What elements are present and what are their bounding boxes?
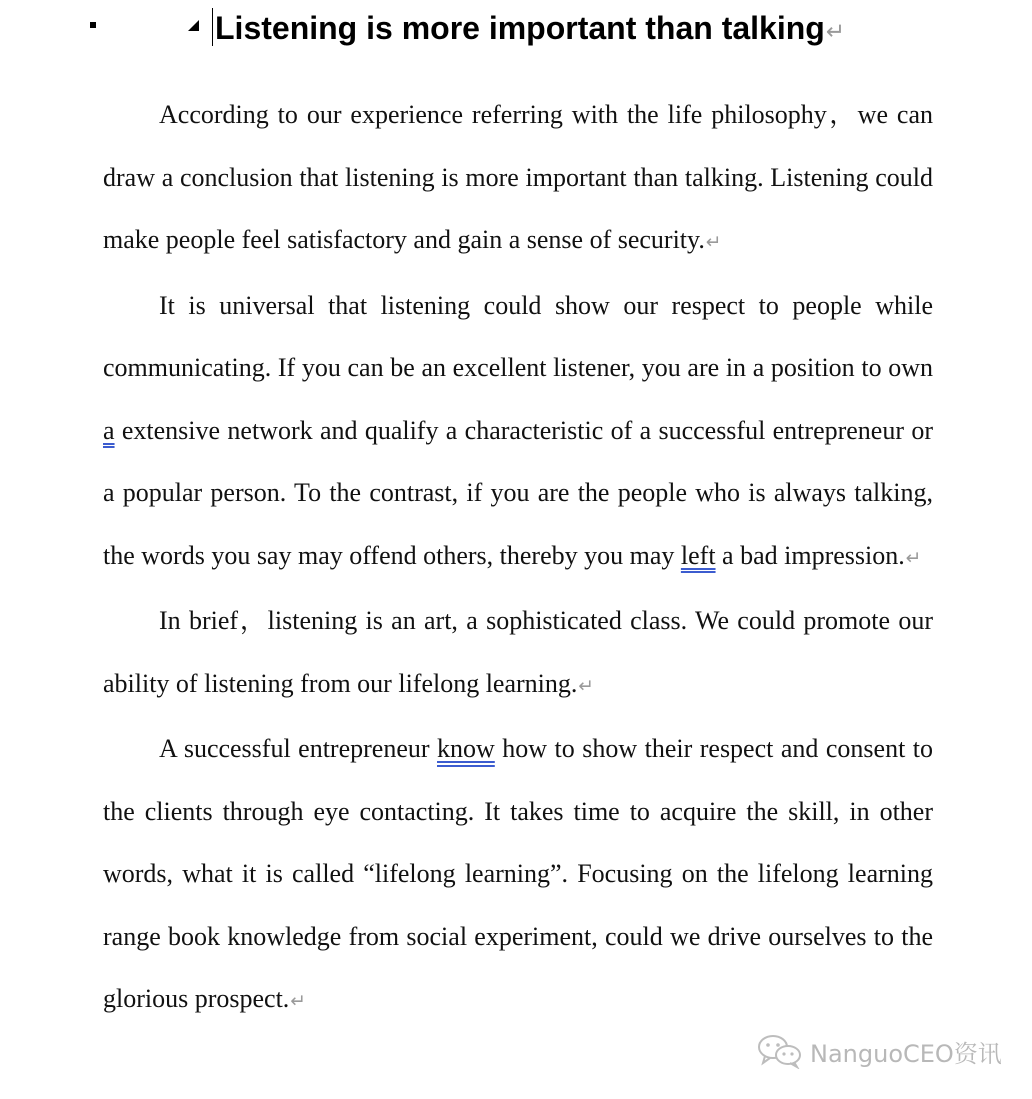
paragraph-2-text-part-3[interactable]: a bad impression. <box>715 540 905 570</box>
paragraph-3-text[interactable]: In brief，listening is an art, a sophisticated class. We could promote our ability of listening from our lifelong learning. <box>103 606 933 698</box>
paragraph-mark-icon: ↵ <box>825 19 846 45</box>
paragraph-mark-icon: ↵ <box>905 547 922 569</box>
paragraph-3[interactable] <box>103 590 933 718</box>
paragraph-1-text[interactable]: According to our experience referring with the life philosophy，we can draw a conclusion that listening is more important than talking. Listening could make people feel satisfactory and gain a sense of security. <box>103 100 933 254</box>
document-title-text[interactable]: Listening is more important than talking <box>215 10 825 46</box>
grammar-flag-word[interactable]: know <box>437 734 495 763</box>
paragraph-4-text-part-1[interactable]: A successful entrepreneur <box>159 734 438 763</box>
paragraph-bullet-icon <box>90 22 96 28</box>
paragraph-2-text-part-2[interactable]: extensive network and qualify a characteristic of a successful entrepreneur or a popular person. To the contrast, if you are the people who is always talking, the words you say may offend others, thereby you may <box>103 415 933 570</box>
watermark <box>756 1033 1002 1069</box>
paragraph-mark-icon: ↵ <box>290 991 306 1012</box>
document-title[interactable] <box>215 6 845 50</box>
paragraph-mark-icon: ↵ <box>578 675 595 697</box>
wechat-icon <box>756 1033 804 1069</box>
paragraph-4[interactable] <box>103 718 933 1034</box>
watermark-text: NanguoCEO资讯 <box>810 1039 1002 1068</box>
paragraph-2-text-part-1[interactable]: It is universal that listening could show our respect to people while communicating. If you can be an excellent listener, you are in a position to own <box>103 290 933 382</box>
paragraph-4-text-part-2[interactable]: how to show their respect and consent to the clients through eye contacting. It takes time to acquire the skill, in other words, what it is called “lifelong learning”. Focusing on the lifelong learning range book knowledge from social experiment, could we drive ourselves to the glorious prospect. <box>103 734 933 1013</box>
document-body[interactable] <box>103 84 933 1034</box>
text-cursor <box>212 8 213 46</box>
grammar-flag-word[interactable]: a <box>103 415 115 445</box>
collapse-heading-icon[interactable] <box>188 20 199 31</box>
grammar-flag-word[interactable]: left <box>680 540 716 570</box>
paragraph-2[interactable] <box>103 275 933 591</box>
heading-row <box>0 6 1032 50</box>
paragraph-mark-icon: ↵ <box>705 232 722 253</box>
paragraph-1[interactable] <box>103 84 933 275</box>
